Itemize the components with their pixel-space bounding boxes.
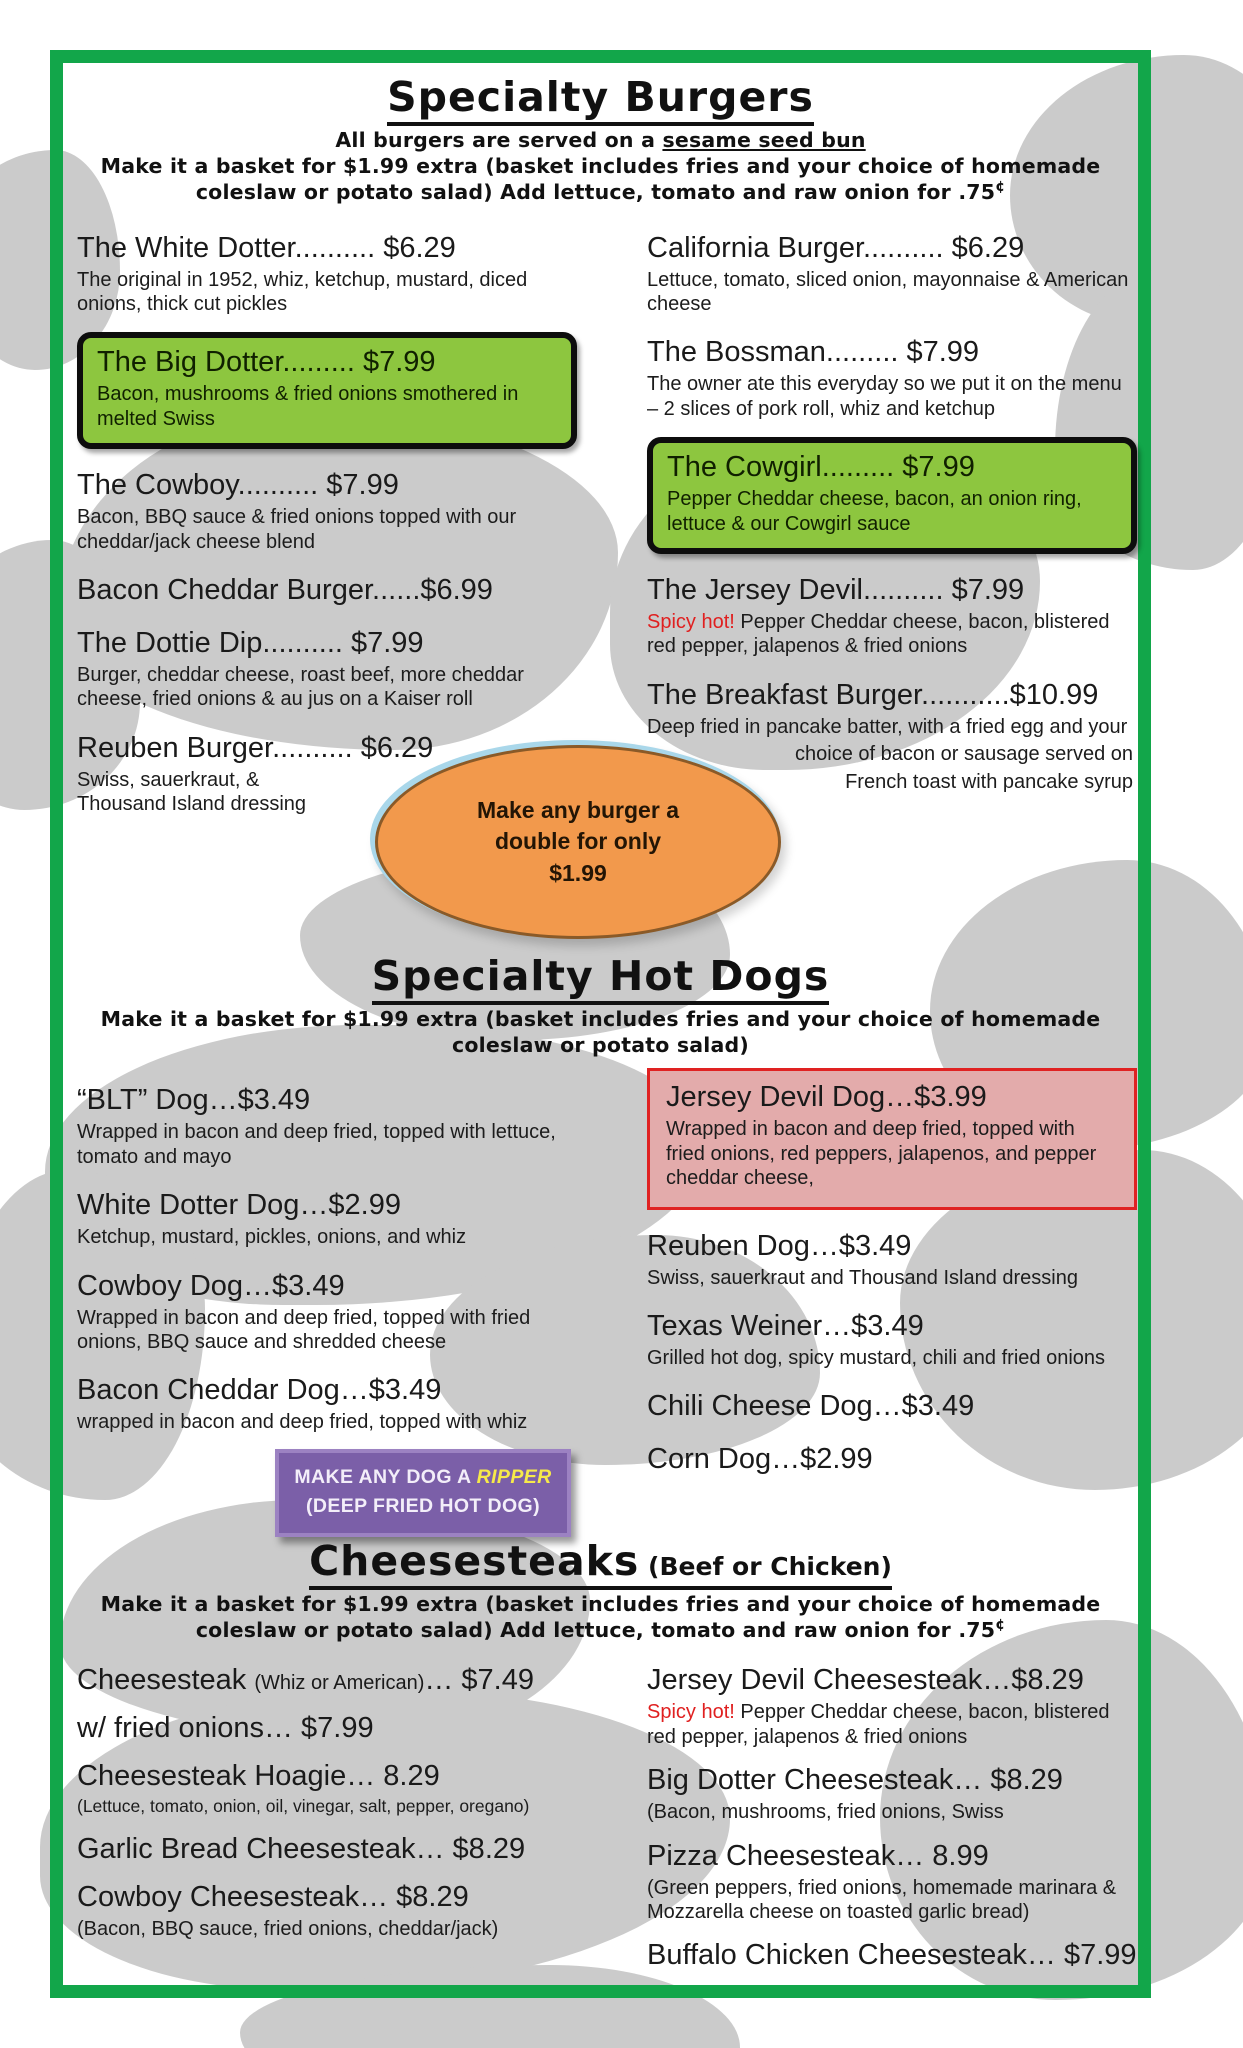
item-title: Bacon Cheddar Burger......$6.99 <box>77 574 493 607</box>
menu-item-cowboy <box>77 469 577 554</box>
menu-item-dottie-dip <box>77 627 577 712</box>
ripper-line1: MAKE ANY DOG A RIPPER <box>294 1465 552 1488</box>
burgers-right-column <box>647 212 1137 817</box>
section-burgers <box>63 69 1138 817</box>
menu-item-cowgirl <box>647 437 1137 554</box>
hotdogs-left-column <box>77 1064 577 1537</box>
menu-item-cowboy-cheesesteak <box>77 1881 577 1941</box>
item-title: Bacon Cheddar Dog…$3.49 <box>77 1374 442 1407</box>
item-desc: French toast with pancake syrup <box>845 770 1133 793</box>
double-deal-callout <box>370 740 780 938</box>
ripper-word: RIPPER <box>476 1465 552 1488</box>
item-desc: Deep fried in pancake batter, with a fried egg and your <box>647 715 1128 738</box>
item-title: Jersey Devil Dog…$3.99 <box>666 1081 987 1114</box>
item-title: Cowboy Cheesesteak… $8.29 <box>77 1880 469 1913</box>
item-title: California Burger.......... $6.29 <box>647 231 1025 264</box>
item-title: The White Dotter.......... $6.29 <box>77 231 456 264</box>
item-desc: wrapped in bacon and deep fried, topped with whiz <box>77 1411 528 1434</box>
item-desc: (Bacon, mushrooms, fried onions, Swiss <box>647 1801 1004 1824</box>
item-desc: Spicy hot! Pepper Cheddar cheese, bacon, blistered red pepper, jalapenos & fried onions <box>647 611 1110 658</box>
menu-item-jersey-devil-burger <box>647 574 1137 659</box>
section-cheesesteaks <box>63 1533 1138 1972</box>
item-title: Reuben Dog…$3.49 <box>647 1229 912 1262</box>
item-title: The Breakfast Burger...........$10.99 <box>647 678 1099 711</box>
cheesesteaks-left-column <box>77 1649 577 1972</box>
item-title: The Cowboy.......... $7.99 <box>77 469 399 502</box>
burgers-note-bun: All burgers are served on a sesame seed bun <box>335 128 866 152</box>
hotdogs-right-column <box>647 1064 1137 1537</box>
item-desc: Bacon, mushrooms & fried onions smothered in melted Swiss <box>97 383 519 430</box>
cheesesteaks-subtitle: (Beef or Chicken) <box>639 1552 892 1581</box>
menu-item-california-burger <box>647 232 1137 317</box>
item-title: Chili Cheese Dog…$3.49 <box>647 1390 975 1423</box>
item-title: Buffalo Chicken Cheesesteak… $7.99 <box>647 1939 1137 1972</box>
item-desc: Bacon, BBQ sauce & fried onions topped with our cheddar/jack cheese blend <box>77 506 517 553</box>
item-title: The Cowgirl......... $7.99 <box>667 451 975 484</box>
section-hotdogs <box>63 948 1138 1537</box>
item-desc: Spicy hot! Pepper Cheddar cheese, bacon, blistered red pepper, jalapenos & fried onions <box>647 1701 1110 1748</box>
cheesesteaks-columns <box>63 1643 1138 1972</box>
item-desc: Grilled hot dog, spicy mustard, chili and fried onions <box>647 1347 1106 1370</box>
menu-item-reuben-dog <box>647 1230 1137 1290</box>
menu-item-buffalo-chicken-cheesesteak <box>647 1939 1137 1972</box>
menu-item-cheesesteak <box>77 1664 577 1697</box>
menu-item-chili-cheese-dog <box>647 1390 1137 1423</box>
burgers-title: Specialty Burgers <box>63 73 1138 121</box>
item-title: The Dottie Dip.......... $7.99 <box>77 627 424 660</box>
ripper-callout <box>275 1449 571 1538</box>
cheesesteaks-right-column <box>647 1649 1137 1972</box>
cheesesteaks-title: Cheesesteaks (Beef or Chicken) <box>63 1537 1138 1585</box>
menu-item-bacon-cheddar-burger <box>77 574 577 607</box>
item-desc: (Green peppers, fried onions, homemade marinara & Mozzarella cheese on toasted garlic bread) <box>647 1876 1117 1924</box>
item-desc: Burger, cheddar cheese, roast beef, more cheddar cheese, fried onions & au jus on a Kaiser roll <box>77 664 524 711</box>
burgers-note-basket: Make it a basket for $1.99 extra (basket includes fries and your choice of homemade coleslaw or potato salad) Add lettuce, tomato and raw onion for .75¢ <box>100 154 1101 205</box>
item-title: Pizza Cheesesteak… 8.99 <box>647 1839 989 1872</box>
menu-item-cheesesteak-hoagie <box>77 1760 577 1817</box>
item-desc: choice of bacon or sausage served on <box>795 743 1133 766</box>
ripper-line2: (DEEP FRIED HOT DOG) <box>305 1495 541 1518</box>
item-title: Cheesesteak Hoagie… 8.29 <box>77 1760 440 1793</box>
menu-item-white-dotter <box>77 232 577 317</box>
burgers-columns <box>63 206 1138 817</box>
item-desc: Wrapped in bacon and deep fried, topped with fried onions, BBQ sauce and shredded cheese <box>77 1306 531 1354</box>
menu-item-jersey-devil-cheesesteak <box>647 1664 1137 1749</box>
item-title: Cheesesteak (Whiz or American)… $7.49 <box>77 1664 534 1697</box>
item-title: The Jersey Devil.......... $7.99 <box>647 574 1025 607</box>
item-title: Corn Dog…$2.99 <box>647 1443 873 1476</box>
item-desc: Wrapped in bacon and deep fried, topped with lettuce, tomato and mayo <box>77 1121 556 1168</box>
item-desc: (Bacon, BBQ sauce, fried onions, cheddar/jack) <box>77 1917 499 1940</box>
hotdogs-columns <box>63 1058 1138 1537</box>
item-desc: (Lettuce, tomato, onion, oil, vinegar, salt, pepper, oregano) <box>77 1796 530 1817</box>
item-title: Texas Weiner…$3.49 <box>647 1310 924 1343</box>
menu-item-cheesesteak-fried-onions <box>77 1712 577 1745</box>
item-title: Jersey Devil Cheesesteak…$8.29 <box>647 1664 1084 1697</box>
spicy-hot-label: Spicy hot! <box>647 1701 735 1724</box>
menu-border-frame <box>50 50 1151 1998</box>
item-title: Big Dotter Cheesesteak… $8.29 <box>647 1764 1063 1797</box>
item-title: The Bossman......... $7.99 <box>647 336 980 369</box>
item-title: w/ fried onions… $7.99 <box>77 1712 374 1745</box>
menu-item-bossman <box>647 336 1137 421</box>
burgers-left-column <box>77 212 577 817</box>
double-deal-line: double for only <box>494 828 662 855</box>
item-title: Garlic Bread Cheesesteak… $8.29 <box>77 1832 526 1865</box>
menu-item-cowboy-dog <box>77 1270 577 1355</box>
menu-item-corn-dog <box>647 1443 1137 1476</box>
menu-item-blt-dog <box>77 1084 577 1169</box>
cheesesteaks-note-basket: Make it a basket for $1.99 extra (basket includes fries and your choice of homemade coleslaw or potato salad) Add lettuce, tomato and raw onion for .75¢ <box>100 1592 1101 1643</box>
menu-item-garlic-bread-cheesesteak <box>77 1833 577 1866</box>
item-desc: Wrapped in bacon and deep fried, topped with fried onions, red peppers, jalapenos, and pepper cheddar cheese, <box>666 1118 1097 1190</box>
item-title: Reuben Burger.......... $6.29 <box>77 731 434 764</box>
menu-item-texas-weiner <box>647 1310 1137 1370</box>
menu-item-white-dotter-dog <box>77 1189 577 1249</box>
double-deal-line: Make any burger a <box>477 797 679 824</box>
menu-item-jersey-devil-dog <box>647 1068 1137 1209</box>
double-deal-oval <box>375 745 781 939</box>
spicy-hot-label: Spicy hot! <box>647 611 735 634</box>
menu-item-bacon-cheddar-dog <box>77 1374 577 1434</box>
item-title: The Big Dotter......... $7.99 <box>97 346 436 379</box>
hotdogs-note-basket: Make it a basket for $1.99 extra (basket includes fries and your choice of homemade coleslaw or potato salad) <box>100 1007 1101 1058</box>
menu-item-big-dotter <box>77 332 577 449</box>
menu-item-pizza-cheesesteak <box>647 1840 1137 1925</box>
item-desc: The owner ate this everyday so we put it on the menu – 2 slices of pork roll, whiz and ketchup <box>647 373 1122 420</box>
item-title: White Dotter Dog…$2.99 <box>77 1189 401 1222</box>
item-desc: Lettuce, tomato, sliced onion, mayonnaise & American cheese <box>647 268 1129 316</box>
menu-item-big-dotter-cheesesteak <box>647 1764 1137 1824</box>
item-desc: The original in 1952, whiz, ketchup, mustard, diced onions, thick cut pickles <box>77 268 528 316</box>
item-title: “BLT” Dog…$3.49 <box>77 1084 311 1117</box>
item-desc: Swiss, sauerkraut, & Thousand Island dressing <box>77 768 307 816</box>
item-title: Cowboy Dog…$3.49 <box>77 1269 345 1302</box>
item-desc: Pepper Cheddar cheese, bacon, an onion ring, lettuce & our Cowgirl sauce <box>667 488 1082 535</box>
double-deal-line: $1.99 <box>549 859 607 886</box>
hotdogs-title: Specialty Hot Dogs <box>63 952 1138 1000</box>
item-desc: Swiss, sauerkraut and Thousand Island dressing <box>647 1266 1078 1289</box>
item-desc: Ketchup, mustard, pickles, onions, and whiz <box>77 1226 467 1249</box>
